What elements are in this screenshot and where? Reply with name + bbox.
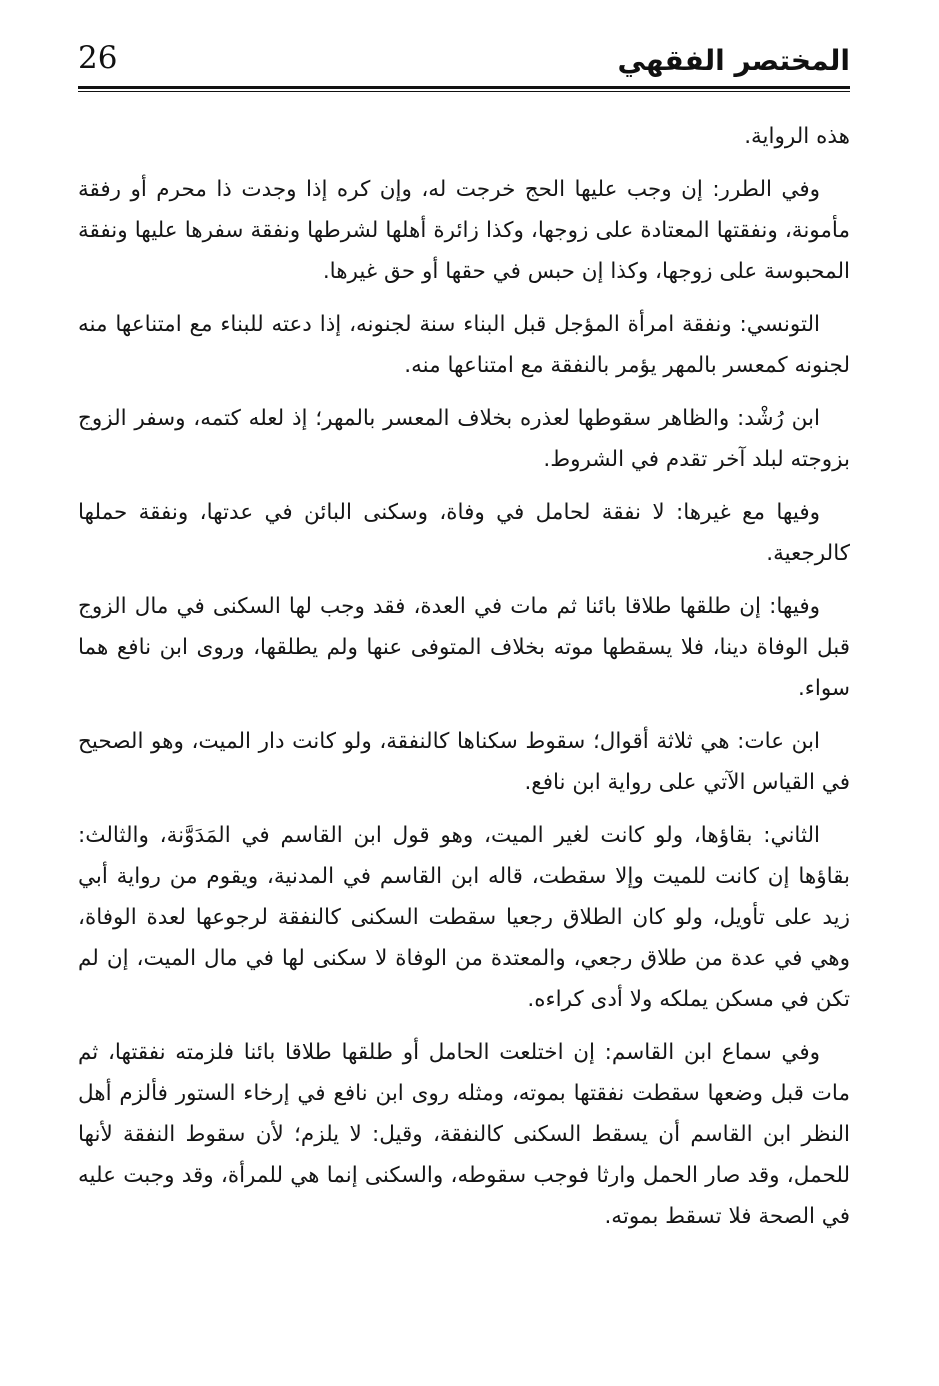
paragraph: وفي سماع ابن القاسم: إن اختلعت الحامل أو طلقها طلاقا بائنا فلزمته نفقتها، ثم مات قبل وضعها سقطت نفقتها بموته، ومثله روى ابن نافع في إرخاء الستور فألزم أهل النظر ابن القاسم أن يسقط السكنى كالنفقة، وقيل: لا يلزم؛ لأن سقوط النفقة لأنها للحمل، وقد صار الحمل وارثا فوجب سقوطه، والسكنى إنما هي للمرأة، وقد وجبت عليه في الصحة فلا تسقط بموته. bbox=[78, 1040, 850, 1229]
paragraph: وفي الطرر: إن وجب عليها الحج خرجت له، وإن كره إذا وجدت ذا محرم أو رفقة مأمونة، ونفقتها المعتادة على زوجها، وكذا زائرة أهلها لشرطها ونفقة سفرها عليها ونفقة المحبوسة على زوجها، وكذا إن حبس في حقها أو حق غيرها. bbox=[78, 177, 850, 284]
paragraph: وفيها: إن طلقها طلاقا بائنا ثم مات في العدة، فقد وجب لها السكنى في مال الزوج قبل الوفاة دينا، فلا يسقطها موته بخلاف المتوفى عنها ولم يطلقها، وروى ابن نافع هما سواء. bbox=[78, 594, 850, 701]
body-text bbox=[78, 116, 850, 1249]
running-title: المختصر الفقهي bbox=[617, 44, 850, 77]
header-rule-thin bbox=[78, 91, 850, 92]
paragraph: ابن رُشْد: والظاهر سقوطها لعذره بخلاف المعسر بالمهر؛ إذ لعله كتمه، وسفر الزوج بزوجته لبلد آخر تقدم في الشروط. bbox=[78, 406, 850, 472]
paragraph: الثاني: بقاؤها، ولو كانت لغير الميت، وهو قول ابن القاسم في المَدَوَّنة، والثالث: بقاؤها إن كانت للميت وإلا سقطت، قاله ابن القاسم في المدنية، ويقوم من رواية أبي زيد على تأويل، ولو كان الطلاق رجعيا سقطت السكنى كالنفقة لرجوعها لعدة الوفاة، وهي في عدة من طلاق رجعي، والمعتدة من الوفاة لا سكنى لها في مال الميت، إن لم تكن في مسكن يملكه ولا أدى كراءه. bbox=[78, 823, 850, 1012]
page-header bbox=[78, 38, 850, 90]
paragraph: وفيها مع غيرها: لا نفقة لحامل في وفاة، وسكنى البائن في عدتها، ونفقة حملها كالرجعية. bbox=[78, 500, 850, 566]
page-number: 26 bbox=[78, 40, 118, 76]
header-rule bbox=[78, 86, 850, 89]
paragraph: التونسي: ونفقة امرأة المؤجل قبل البناء سنة لجنونه، إذا دعته للبناء مع امتناعها منه لجنونه كمعسر بالمهر يؤمر بالنفقة مع امتناعها منه. bbox=[78, 312, 850, 378]
paragraph: ابن عات: هي ثلاثة أقوال؛ سقوط سكناها كالنفقة، ولو كانت دار الميت، وهو الصحيح في القياس الآتي على رواية ابن نافع. bbox=[78, 729, 850, 795]
paragraph: هذه الرواية. bbox=[744, 124, 850, 149]
